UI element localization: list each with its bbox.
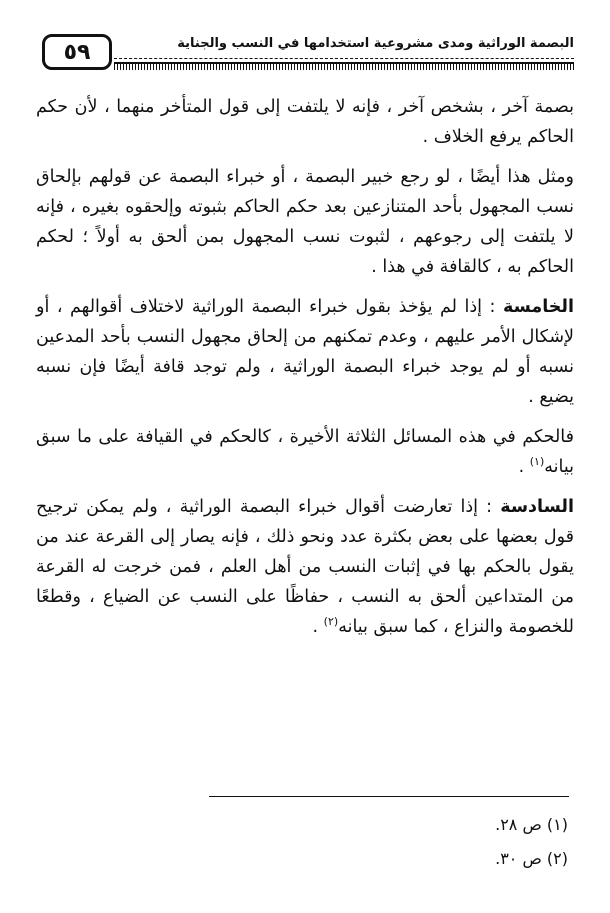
page-number-badge: ٥٩ [42,34,112,70]
footnote-ref-2[interactable]: (٢) [323,615,339,629]
footnotes [495,808,568,876]
paragraph-text: بصمة آخر ، بشخص آخر ، فإنه لا يلتفت إلى قول المتأخر منهما ، لأن حكم الحاكم يرفع الخلاف . [36,97,574,147]
running-title: البصمة الوراثية ومدى مشروعية استخدامها في النسب والجناية [177,36,574,51]
footnote-separator [209,796,569,797]
section-term: السادسة [500,497,574,517]
paragraph-text: فالحكم في هذه المسائل الثلاثة الأخيرة ، كالحكم في القيافة على ما سبق بيانه [36,427,574,477]
paragraph-4 [36,422,574,482]
paragraph-1 [36,92,574,152]
paragraph-sixth [36,492,574,642]
paragraph-fifth [36,292,574,412]
paragraph-tail: . [518,457,530,477]
paragraph-text: : إذا تعارضت أقوال خبراء البصمة الوراثية ، ولم يمكن ترجيح قول بعضها على بعض بكثرة عدد ونحو ذلك ، فإنه يصار إلى القرعة عند من يقول بالحكم بها في إثبات النسب من أهل العلم ، فمن خرجت له القرعة من المتداعين ألحق به النسب ، حفاظًا على النسب عن الضياع ، وقطعًا للخصومة والنزاع ، كما سبق بيانه [36,497,574,637]
body-text [36,92,574,652]
paragraph-text: ومثل هذا أيضًا ، لو رجع خبير البصمة ، أو خبراء البصمة عن قولهم بإلحاق نسب المجهول بأحد المتنازعين بعد حكم الحاكم بثبوته وإلحقوه بغيره ، فإنه لا يلتفت إلى رجوعهم ، لثبوت نسب المجهول بمن ألحق به أولاً ؛ لحكم الحاكم به ، كالقافة في هذا . [36,167,574,277]
footnote-2: (٢) ص ٣٠. [495,849,568,868]
footnote-1: (١) ص ٢٨. [495,815,568,834]
section-term: الخامسة [502,297,574,317]
page-header [42,34,574,80]
paragraph-2 [36,162,574,282]
paragraph-text: : إذا لم يؤخذ بقول خبراء البصمة الوراثية لاختلاف أقوالهم ، أو لإشكال الأمر عليهم ، وعدم تمكنهم من إلحاق مجهول النسب بأحد المدعين نسبه أو لم يوجد خبراء البصمة الوراثية ، ولم توجد قافة أيضًا فإن نسبه يضيع . [36,297,574,407]
paragraph-tail: . [312,617,324,637]
footnote-ref-1[interactable]: (١) [529,455,545,469]
header-hatch-divider [114,64,574,70]
